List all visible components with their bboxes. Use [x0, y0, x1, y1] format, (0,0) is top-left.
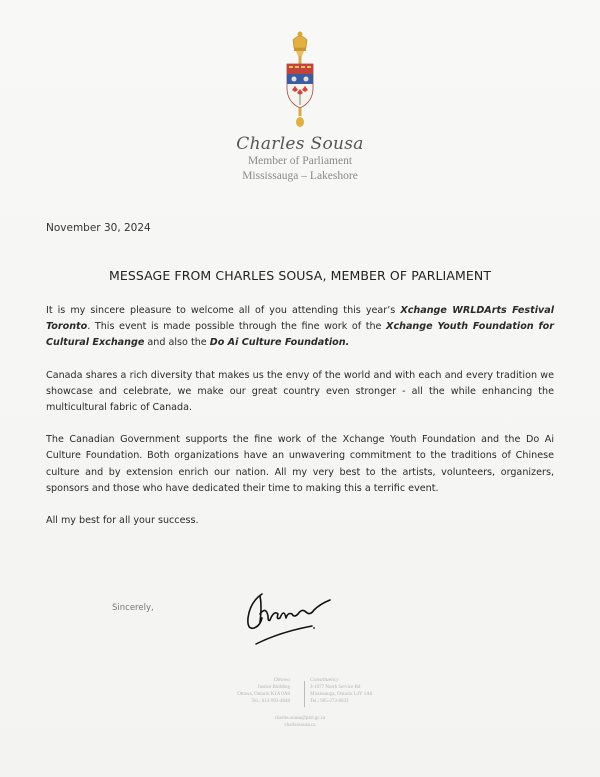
website-line: charlessousa.ca — [284, 723, 316, 728]
office-label: Ottawa — [273, 677, 290, 683]
text-segment: and also the — [144, 337, 210, 349]
address-line: Justice Building — [257, 685, 290, 690]
text-segment: . This event is made possible through the fine work of the — [87, 321, 387, 333]
paragraph-diversity: Canada shares a rich diversity that makes us the envy of the world and with each and every tradition we showcase and celebrate, we make our great country even stronger - all the while enhancing the multicultural fabric of Canada. — [46, 369, 554, 414]
letterhead — [0, 30, 600, 184]
address-line: 3-1077 North Service Rd — [310, 685, 361, 690]
letter-body — [46, 303, 554, 545]
letter-heading: MESSAGE FROM CHARLES SOUSA, MEMBER OF PARLIAMENT — [108, 268, 492, 283]
mp-name: Charles Sousa — [236, 134, 364, 154]
office-label: Constituency — [310, 677, 339, 683]
foundation-name: Xchange Youth Foundation for Cultural Exchange — [46, 321, 554, 349]
paragraph-welcome — [46, 303, 554, 352]
festival-name: Xchange WRLDArts Festival Toronto — [46, 305, 555, 333]
contact-emails — [0, 715, 600, 729]
paragraph-closing-wish: All my best for all your success. — [46, 515, 199, 527]
footer-divider — [304, 681, 305, 707]
constituency-office — [310, 677, 400, 705]
letter-date: November 30, 2024 — [46, 222, 151, 234]
email-line: charles.sousa@parl.gc.ca — [274, 716, 326, 721]
address-line: Mississauga, Ontario L4Y 1A6 — [310, 692, 373, 697]
closing-salutation: Sincerely, — [112, 603, 154, 613]
foundation-name: Do Ai Culture Foundation. — [209, 337, 350, 349]
paragraph-support: The Canadian Government supports the fine work of the Xchange Youth Foundation and the Do Ai Culture Foundation. Both organizations have an unwavering commitment to the traditions of Chinese culture and by extension enrich our nation. All my very best to the artists, volunteers, organizers, sponsors and those who have dedicated their time to making this a terrific event. — [46, 434, 554, 494]
mp-riding: Mississauga – Lakeshore — [242, 170, 358, 182]
crest-icon — [280, 30, 320, 130]
phone-line: Tel.: 905-273-8033 — [310, 699, 349, 704]
text-segment: It is my sincere pleasure to welcome all of you attending this year’s — [46, 305, 401, 316]
address-line: Ottawa, Ontario K1A 0A6 — [237, 692, 290, 697]
ottawa-office — [200, 677, 290, 705]
phone-line: Tel.: 613-992-4848 — [251, 699, 290, 704]
signature-icon — [240, 588, 350, 648]
mp-title: Member of Parliament — [247, 155, 353, 167]
